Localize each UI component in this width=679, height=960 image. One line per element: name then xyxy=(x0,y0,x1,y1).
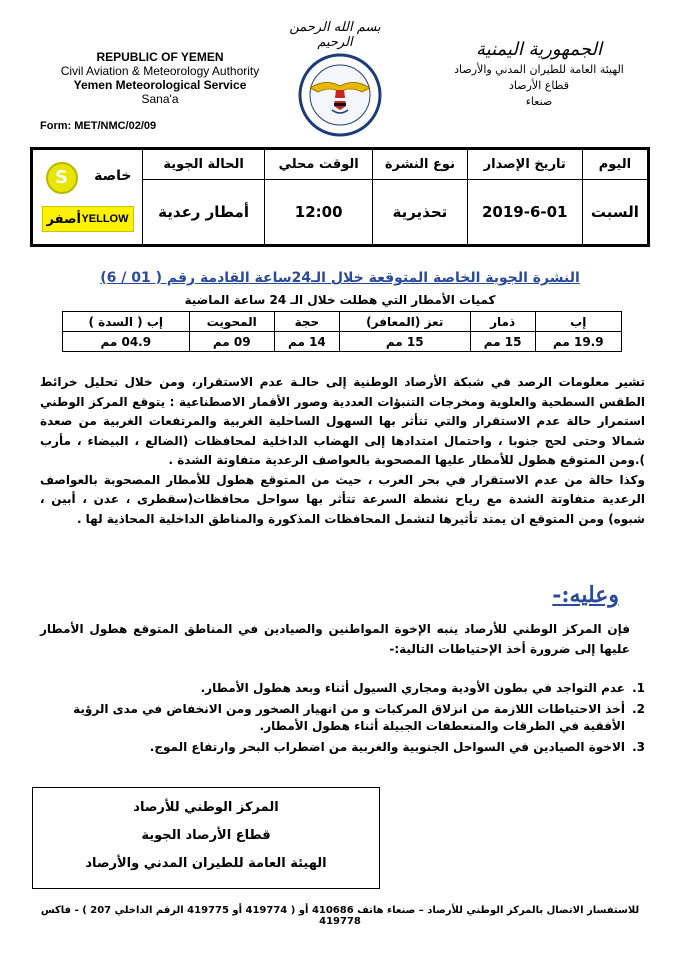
station-name: إب ( السدة ) xyxy=(63,312,190,332)
value-day: السبت xyxy=(582,180,647,245)
bulletin-info-table xyxy=(30,147,650,247)
station-name: إب xyxy=(535,312,621,332)
header-republic-calligraphy: الجمهورية اليمنية xyxy=(475,39,603,60)
header-service: Yemen Meteorological Service xyxy=(73,78,247,92)
signature-line: الهيئة العامة للطيران المدني والأرصاد xyxy=(85,856,327,871)
rain-amount: 14 مم xyxy=(274,332,339,352)
list-number: 3. xyxy=(632,740,645,754)
station-name: ذمار xyxy=(470,312,535,332)
authority-logo-icon xyxy=(290,50,390,140)
rain-amount: 09 مم xyxy=(189,332,274,352)
station-name: المحويت xyxy=(189,312,274,332)
station-name: تعز (المعافر) xyxy=(339,312,470,332)
list-number: 1. xyxy=(632,681,645,695)
rainfall-table xyxy=(62,311,622,352)
yellow-alert-bar xyxy=(42,206,134,232)
signature-line: المركز الوطني للأرصاد xyxy=(133,800,279,815)
header-authority: Civil Aviation & Meteorology Authority xyxy=(60,64,260,78)
list-item xyxy=(40,680,645,697)
header-ar-sector: قطاع الأرصاد xyxy=(509,79,569,92)
value-bulletin-type: تحذيرية xyxy=(373,180,468,245)
rainfall-stations-row xyxy=(63,312,622,332)
alert-color-en: YELLOW xyxy=(81,213,129,225)
bulletin-title: النشرة الجوية الخاصة المتوقعة خلال الـ24ساعة القادمة رقم ( 01 / 6) xyxy=(100,270,580,286)
header-country: REPUBLIC OF YEMEN xyxy=(96,50,224,64)
header-arabic-block xyxy=(434,39,644,110)
header-ar-authority: الهيئة العامة للطيران المدني والأرصاد xyxy=(454,63,624,76)
alert-level-cell xyxy=(33,150,143,245)
list-number: 2. xyxy=(632,702,645,716)
header-local-time: الوقت محلي xyxy=(265,150,373,180)
list-item xyxy=(40,701,645,735)
therefore-heading: وعليه:- xyxy=(552,582,619,608)
forecast-body xyxy=(40,373,645,529)
list-item xyxy=(40,739,645,756)
rain-amount: 04.9 مم xyxy=(63,332,190,352)
alert-color-ar: أصفر xyxy=(46,211,81,227)
forecast-paragraph: تشير معلومات الرصد في شبكة الأرصاد الوطنية إلى حالـة عدم الاستقرار، ومن خلال تحليل خرائط الطقس السطحية والعلوية ومخرجات التنبؤات العددية وصور الأقمار الاصطناعية : يتوقع المركز الوطني استمرار حالة عدم الاستقرار والتي تتأثر بها السهول الساحلية الغربية والمرتفعات الغربية من صعدة شمالا وحتى لحج جنوبا ، واحتمال امتدادها إلى الهضاب الداخلية لمحافظات (الضالع ، البيضاء ، مأرب ).ومن المتوقع هطول للأمطار عليها المصحوبة بالعواصف الرعدية متفاوتة الشدة . xyxy=(40,375,645,467)
rain-amount: 15 مم xyxy=(470,332,535,352)
contact-footer: للاستفسار الاتصال بالمركز الوطني للأرصاد – صنعاء هاتف 410686 أو ( 419774 أو 419775 الرقم الداخلي 207 ) - فاكس 419778 xyxy=(40,905,640,927)
advisory-text: أخذ الاحتياطات اللازمة من انزلاق المركبات و من انهيار الصخور ومن الانخفاض في مدى الرؤية الأفقية في الطرقات والمنعطفات الجبيلة أثناء هطول الأمطار. xyxy=(73,702,625,733)
advisory-text: الاخوة الصيادين في السواحل الجنوبية والغربية من اضطراب البحر وارتفاع الموج. xyxy=(149,740,625,754)
rain-amount: 19.9 مم xyxy=(535,332,621,352)
rainfall-amounts-row xyxy=(63,332,622,352)
header-city: Sana'a xyxy=(141,92,179,106)
basmala: بسم الله الرحمن الرحيم xyxy=(289,20,381,50)
value-weather-state: أمطار رعدية xyxy=(143,180,265,245)
header-day: اليوم xyxy=(582,150,647,180)
rain-amount: 15 مم xyxy=(339,332,470,352)
alert-level-badge xyxy=(38,156,138,238)
header-issue-date: تاريخ الإصدار xyxy=(467,150,582,180)
advisory-list xyxy=(40,680,645,760)
advisory-text: عدم التواجد في بطون الأودية ومجاري السيول أثناء وبعد هطول الأمطار. xyxy=(200,681,625,695)
special-label: خاصة xyxy=(94,168,132,184)
header-ar-city: صنعاء xyxy=(525,95,553,108)
header-bulletin-type: نوع النشرة xyxy=(373,150,468,180)
value-local-time: 12:00 xyxy=(265,180,373,245)
rain-table-title: كميات الأمطار التي هطلت خلال الـ 24 ساعة الماضية xyxy=(184,293,496,307)
special-s-icon: S xyxy=(46,162,78,194)
signature-box xyxy=(32,787,380,889)
advisory-intro: فإن المركز الوطني للأرصاد ينبه الإخوة المواطنين والصيادين في المناطق المتوقع هطول الأمطار عليها إلى ضرورة أخذ الإحتياطات التالية:- xyxy=(40,622,630,656)
station-name: حجة xyxy=(274,312,339,332)
forecast-paragraph: وكذا حالة من عدم الاستقرار في بحر العرب ، حيث من المتوقع هطول للأمطار المصحوبة بالعواصف الرعدية متفاوتة الشدة مع رياح نشطة السرعة تتأثر بها سواحل محافظات(سقطرى ، عدن ، أبين ، شبوه) ومن المتوقع ان يمتد تأثيرها لتشمل المحافظات المذكورة والمناطق الداخلية المحاذية لها . xyxy=(40,472,645,526)
header-weather-state: الحالة الجوية xyxy=(143,150,265,180)
header-english-block xyxy=(40,50,280,106)
signature-line: قطاع الأرصاد الجوية xyxy=(141,828,271,843)
value-issue-date: 2019-6-01 xyxy=(467,180,582,245)
form-number: Form: MET/NMC/02/09 xyxy=(40,120,157,132)
